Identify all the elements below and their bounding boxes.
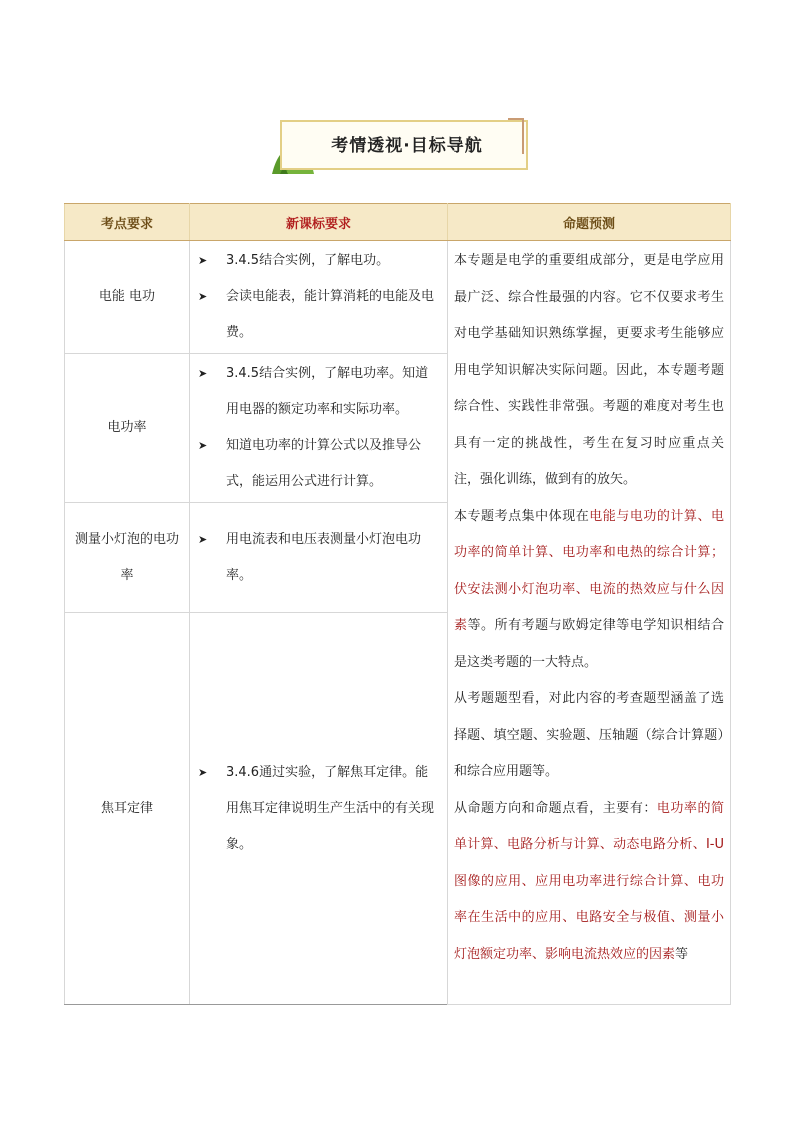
requirement-item — [196, 522, 439, 594]
requirement-cell — [190, 241, 448, 354]
prediction-paragraph-4 — [454, 791, 724, 974]
prediction-cell — [448, 241, 731, 1005]
requirement-text: 会读电能表，能计算消耗的电能及电费。 — [226, 289, 435, 340]
requirement-item — [196, 243, 439, 279]
requirement-text: 用电流表和电压表测量小灯泡电功率。 — [226, 531, 422, 583]
requirement-text: 3.4.5结合实例，了解电功。 — [226, 253, 390, 268]
prediction-paragraph-1: 本专题是电学的重要组成部分，更是电学应用最广泛、综合性最强的内容。它不仅要求考生对电学基础知识熟练掌握，更要求考生能够应用电学知识解决实际问题。因此，本专题考题综合性、实践性非常强。考题的难度对考生也具有一定的挑战性，考生在复习时应重点关注，强化训练，做到有的放矢。 — [454, 253, 724, 487]
requirement-text: 知道电功率的计算公式以及推导公式，能运用公式进行计算。 — [226, 438, 422, 489]
table-row — [65, 241, 731, 354]
prediction-text: 本专题考点集中体现在 — [454, 508, 590, 524]
arrowhead-bullet-icon: ➤ — [198, 532, 208, 546]
prediction-paragraph-3: 从考题题型看，对此内容的考查题型涵盖了选择题、填空题、实验题、压轴题（综合计算题）和综合应用题等。 — [454, 691, 724, 779]
arrowhead-bullet-icon: ➤ — [198, 254, 208, 267]
prediction-paragraph-2 — [454, 499, 724, 682]
arrowhead-bullet-icon: ➤ — [198, 290, 208, 303]
banner-title: 考情透视·目标导航 — [331, 136, 483, 156]
topic-cell: 焦耳定律 — [65, 613, 190, 1005]
requirement-cell — [190, 503, 448, 613]
exam-table — [64, 203, 731, 1005]
requirement-text: 3.4.6通过实验，了解焦耳定律。能用焦耳定律说明生产生活中的有关现象。 — [226, 764, 435, 852]
prediction-text: 从命题方向和命题点看，主要有： — [454, 800, 657, 816]
requirement-item — [196, 755, 439, 863]
prediction-highlight: 电功率的简单计算、电路分析与计算、动态电路分析、I-U图像的应用、应用电功率进行综合计算、电功率在生活中的应用、电路安全与极值、测量小灯泡额定功率、影响电流热效应的因素 — [454, 800, 724, 962]
arrowhead-bullet-icon: ➤ — [198, 765, 208, 779]
requirement-item — [196, 356, 439, 428]
header-prediction: 命题预测 — [448, 204, 731, 241]
topic-cell: 测量小灯泡的电功率 — [65, 503, 190, 613]
requirement-cell — [190, 613, 448, 1005]
topic-cell: 电功率 — [65, 354, 190, 503]
header-curriculum: 新课标要求 — [190, 204, 448, 241]
prediction-text: 等。所有考题与欧姆定律等电学知识相结合是这类考题的一大特点。 — [454, 618, 724, 670]
prediction-highlight: 电能与电功的计算、电功率的简单计算、电功率和电热的综合计算；伏安法测小灯泡功率、电流的热效应与什么因素 — [454, 508, 724, 633]
topic-cell: 电能 电功 — [65, 241, 190, 354]
requirement-text: 3.4.5结合实例，了解电功率。知道用电器的额定功率和实际功率。 — [226, 366, 429, 417]
requirement-item — [196, 279, 439, 351]
arrowhead-bullet-icon: ➤ — [198, 439, 208, 452]
header-topic: 考点要求 — [65, 204, 190, 241]
prediction-text: 等 — [675, 946, 689, 962]
arrowhead-bullet-icon: ➤ — [198, 367, 208, 380]
table-header-row — [65, 204, 731, 241]
requirement-cell — [190, 354, 448, 503]
requirement-item — [196, 428, 439, 500]
section-banner — [272, 118, 530, 176]
